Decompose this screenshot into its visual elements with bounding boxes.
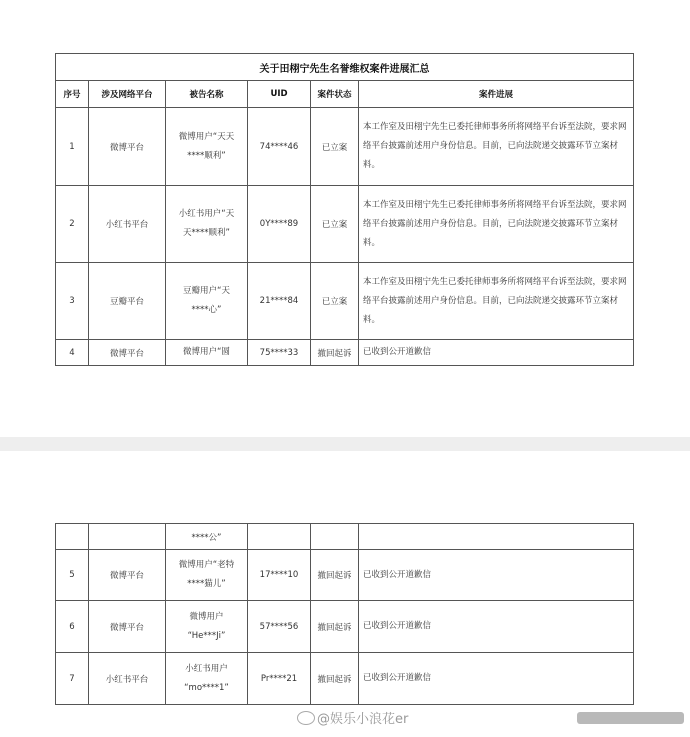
cell-status: 撤回起诉 xyxy=(311,601,359,653)
defendant-line: 天****顺利” xyxy=(183,228,230,238)
defendant-line: 微博用户“老特 xyxy=(178,560,235,570)
cell-platform: 微博平台 xyxy=(89,340,166,366)
cell-defendant xyxy=(166,263,248,340)
defendant-line: ****心” xyxy=(191,305,222,315)
cell-progress: 已收到公开道歉信 xyxy=(359,653,634,705)
defendant-line: 小红书用户“天 xyxy=(178,209,235,219)
header-progress: 案件进展 xyxy=(359,81,634,108)
table-header-row xyxy=(56,81,634,108)
cell-no xyxy=(56,524,89,550)
cell-status xyxy=(311,524,359,550)
cell-status: 已立案 xyxy=(311,263,359,340)
cell-defendant: ****公” xyxy=(166,524,248,550)
table-row-continued xyxy=(56,524,634,550)
cell-platform xyxy=(89,524,166,550)
defendant-line: 豆瓣用户“天 xyxy=(183,286,230,296)
cell-no: 7 xyxy=(56,653,89,705)
watermark-text: @娱乐小浪花er xyxy=(317,712,409,727)
cell-progress: 已收到公开道歉信 xyxy=(359,601,634,653)
header-uid: UID xyxy=(248,81,311,108)
cell-progress: 本工作室及田栩宁先生已委托律师事务所将网络平台诉至法院，要求网络平台披露前述用户身份信息。目前，已向法院递交披露环节立案材料。 xyxy=(359,186,634,263)
cell-progress xyxy=(359,524,634,550)
cell-defendant xyxy=(166,653,248,705)
cell-progress: 已收到公开道歉信 xyxy=(359,550,634,601)
cell-status: 撤回起诉 xyxy=(311,340,359,366)
cell-no: 4 xyxy=(56,340,89,366)
cell-status: 已立案 xyxy=(311,186,359,263)
cell-platform: 微博平台 xyxy=(89,601,166,653)
cell-no: 6 xyxy=(56,601,89,653)
defendant-line: “He***Ji” xyxy=(187,630,226,641)
table-row xyxy=(56,340,634,366)
weibo-logo-icon xyxy=(297,711,315,725)
cell-platform: 小红书平台 xyxy=(89,186,166,263)
defendant-line: ****猫儿” xyxy=(187,579,226,589)
cell-uid xyxy=(248,524,311,550)
cell-no: 2 xyxy=(56,186,89,263)
cell-status: 撤回起诉 xyxy=(311,653,359,705)
cell-uid: 74****46 xyxy=(248,108,311,186)
cell-platform: 豆瓣平台 xyxy=(89,263,166,340)
header-status: 案件状态 xyxy=(311,81,359,108)
cell-progress: 已收到公开道歉信 xyxy=(359,340,634,366)
cell-status: 撤回起诉 xyxy=(311,550,359,601)
cell-no: 3 xyxy=(56,263,89,340)
cell-platform: 小红书平台 xyxy=(89,653,166,705)
defendant-line: 微博用户“圆 xyxy=(183,347,230,357)
cell-uid: 57****56 xyxy=(248,601,311,653)
case-table-page1 xyxy=(55,53,634,366)
cell-uid: 17****10 xyxy=(248,550,311,601)
table-title: 关于田栩宁先生名誉维权案件进展汇总 xyxy=(56,54,634,81)
cell-defendant xyxy=(166,186,248,263)
defendant-line: “mo****1” xyxy=(184,682,229,693)
header-no: 序号 xyxy=(56,81,89,108)
cell-uid: 75****33 xyxy=(248,340,311,366)
defendant-line: 微博用户“天天 xyxy=(178,131,235,142)
table-row xyxy=(56,653,634,705)
defendant-line: 微博用户 xyxy=(189,611,224,622)
cell-defendant xyxy=(166,340,248,366)
page-separator xyxy=(0,437,690,451)
cell-defendant xyxy=(166,108,248,186)
cell-uid: 21****84 xyxy=(248,263,311,340)
table-row xyxy=(56,108,634,186)
cell-uid: 0Y****89 xyxy=(248,186,311,263)
cell-uid: Pr****21 xyxy=(248,653,311,705)
cell-no: 5 xyxy=(56,550,89,601)
cell-no: 1 xyxy=(56,108,89,186)
redaction-bar xyxy=(577,712,684,724)
cell-progress: 本工作室及田栩宁先生已委托律师事务所将网络平台诉至法院，要求网络平台披露前述用户身份信息。目前，已向法院递交披露环节立案材料。 xyxy=(359,263,634,340)
case-table-page2 xyxy=(55,523,634,705)
cell-platform: 微博平台 xyxy=(89,108,166,186)
cell-defendant xyxy=(166,550,248,601)
cell-platform: 微博平台 xyxy=(89,550,166,601)
cell-progress: 本工作室及田栩宁先生已委托律师事务所将网络平台诉至法院，要求网络平台披露前述用户身份信息。目前，已向法院递交披露环节立案材料。 xyxy=(359,108,634,186)
cell-defendant xyxy=(166,601,248,653)
table-row xyxy=(56,186,634,263)
defendant-line: ****顺利” xyxy=(187,150,226,161)
header-platform: 涉及网络平台 xyxy=(89,81,166,108)
table-row xyxy=(56,263,634,340)
cell-status: 已立案 xyxy=(311,108,359,186)
table-row xyxy=(56,550,634,601)
defendant-line: 小红书用户 xyxy=(185,663,228,674)
header-defendant: 被告名称 xyxy=(166,81,248,108)
table-row xyxy=(56,601,634,653)
watermark xyxy=(297,708,408,727)
